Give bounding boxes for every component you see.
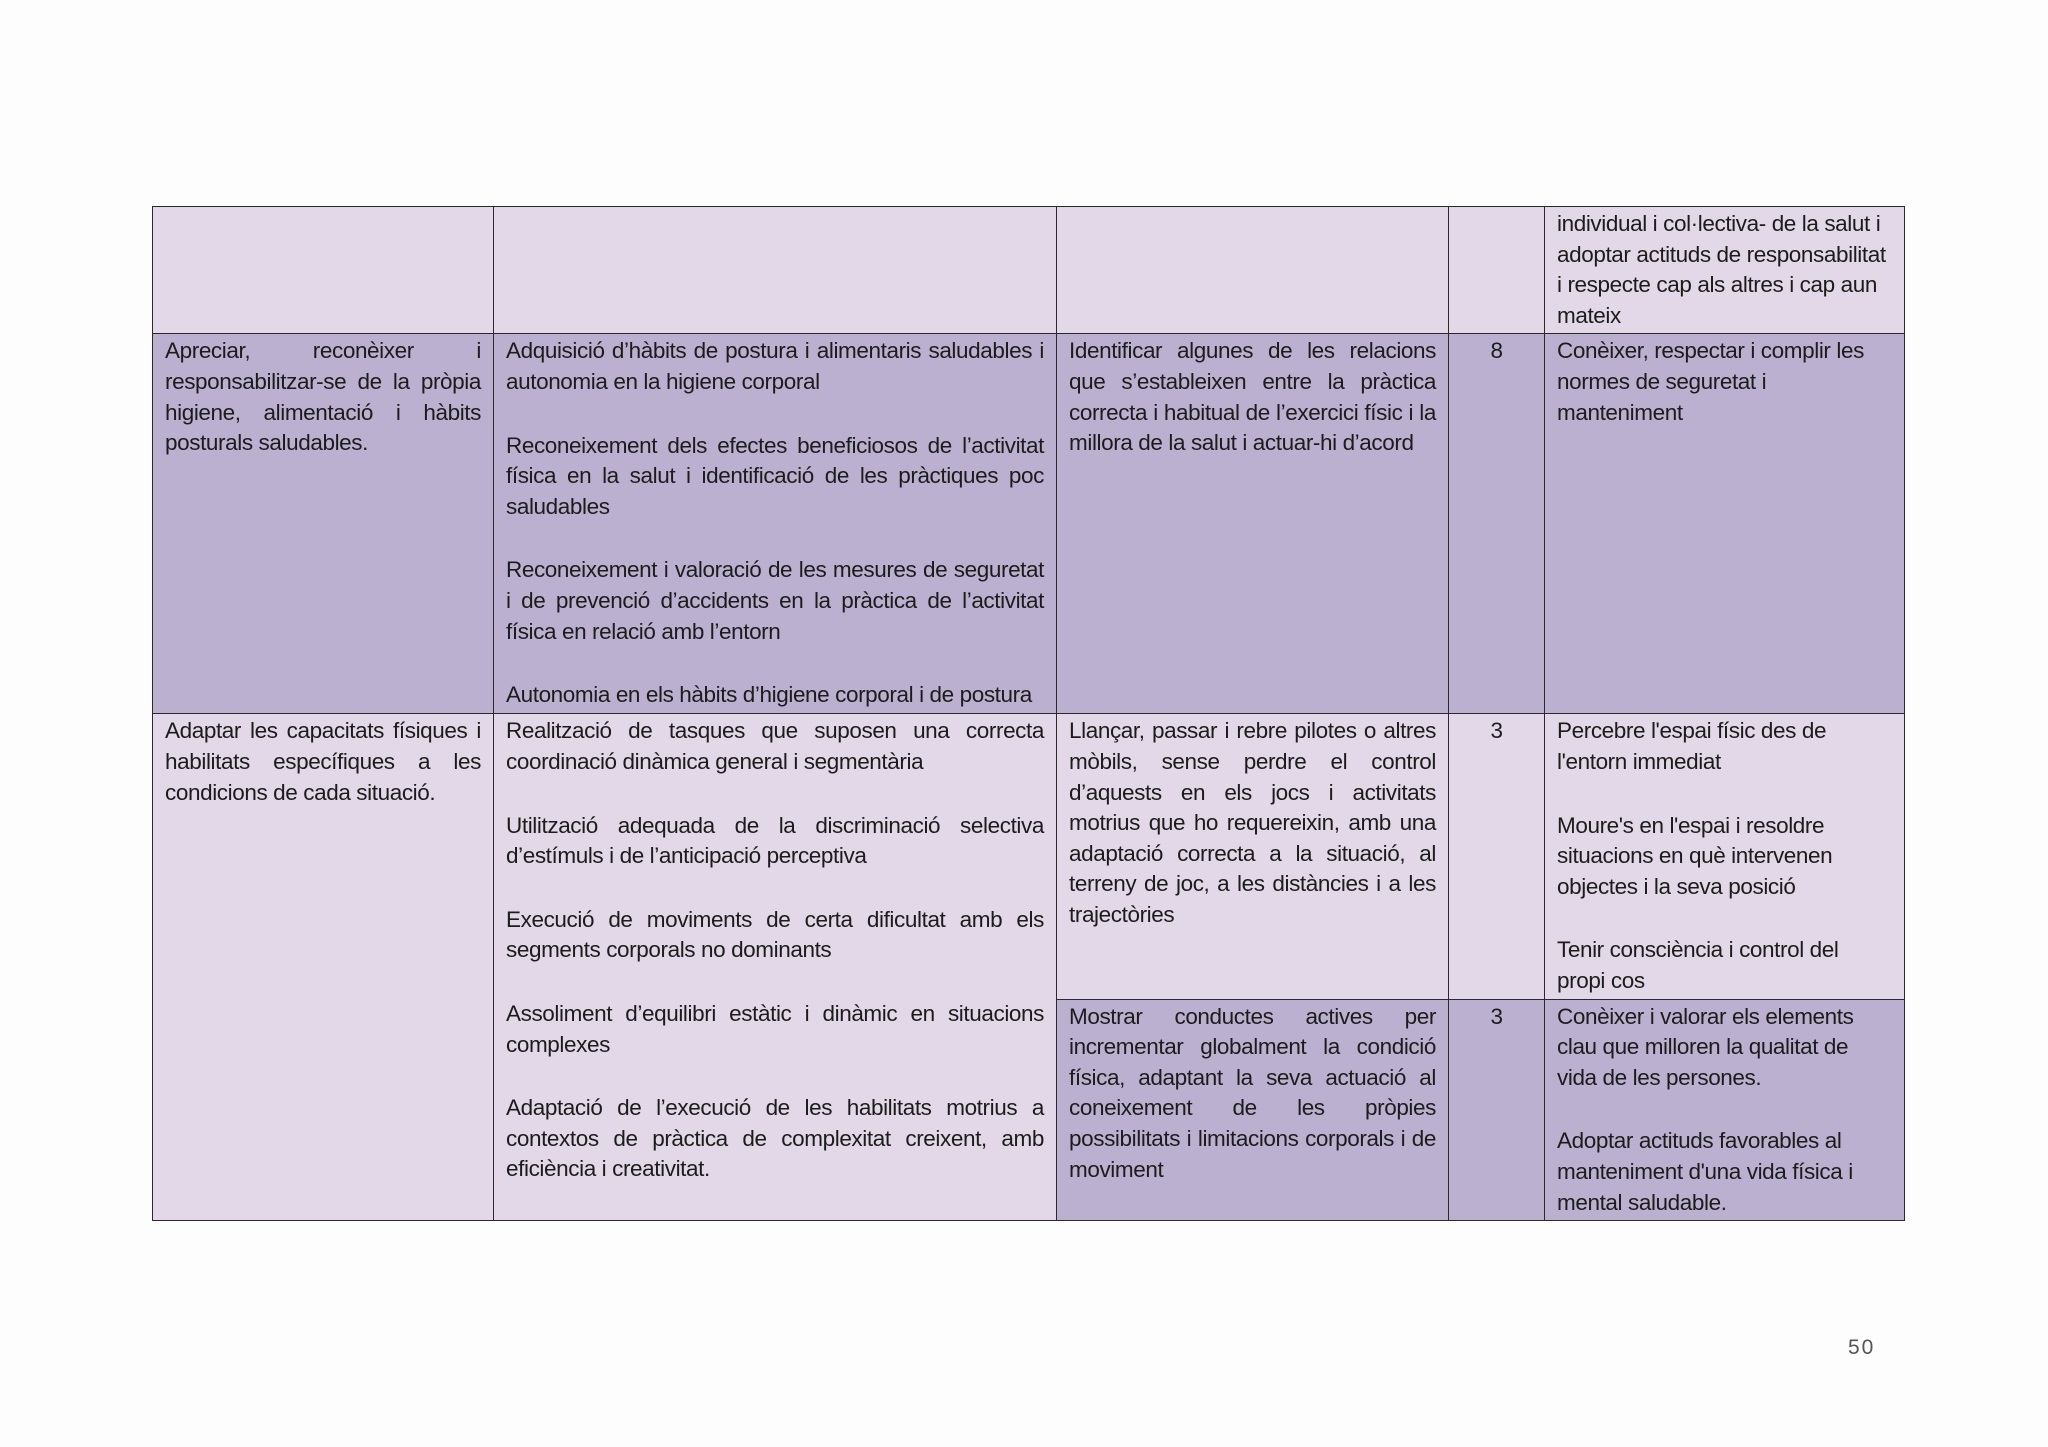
competence-cell [1545,999,1905,1221]
content-cell [494,207,1057,334]
competence-text: Moure's en l'espai i resoldre situacions en què intervenen objectes i la seva posició [1557,812,1833,899]
competence-cell [1545,334,1905,714]
content-text: Reconeixement dels efectes beneficiosos de l’activitat física en la salut i identificació de les pràctiques poc saludables [506,432,1044,519]
hours-cell [1449,207,1545,334]
competence-text: Adoptar actituds favorables al manteniment d'una vida física i mental saludable. [1557,1128,1853,1215]
hours-cell: 3 [1449,999,1545,1221]
objective-cell: Adaptar les capacitats físiques i habilitats específiques a les condicions de cada situació. [153,714,494,1221]
competence-cell [1545,714,1905,999]
content-text: Reconeixement i valoració de les mesures de seguretat i de prevenció d’accidents en la pràctica de l’activitat física en relació amb l’entorn [506,557,1044,644]
hours-cell: 8 [1449,334,1545,714]
competence-cell [1545,207,1905,334]
content-cell [494,714,1057,1221]
hours-cell: 3 [1449,714,1545,999]
content-text: Adaptació de l’execució de les habilitats motrius a contextos de pràctica de complexitat creixent, amb eficiència i creativitat. [506,1095,1044,1182]
content-text: Utilització adequada de la discriminació selectiva d’estímuls i de l’anticipació perceptiva [506,812,1044,869]
criteria-cell [1057,207,1449,334]
content-text: Autonomia en els hàbits d’higiene corporal i de postura [506,682,1032,708]
competence-text: Percebre l'espai físic des de l'entorn immediat [1557,718,1827,774]
criteria-cell: Identificar algunes de les relacions que s’estableixen entre la pràctica correcta i habitual de l’exercici físic i la millora de la salut i actuar-hi d’acord [1057,334,1449,714]
table-row [153,334,1905,714]
content-text: Assoliment d’equilibri estàtic i dinàmic en situacions complexes [506,1000,1044,1057]
competence-text: individual i col·lectiva- de la salut i adoptar actituds de responsabilitat i respecte cap als altres i cap aun mateix [1557,211,1886,328]
content-cell [494,334,1057,714]
content-text: Adquisició d’hàbits de postura i alimentaris saludables i autonomia en la higiene corporal [506,338,1044,394]
objective-cell: Apreciar, reconèixer i responsabilitzar-se de la pròpia higiene, alimentació i hàbits posturals saludables. [153,334,494,714]
curriculum-table [152,206,1905,1221]
objective-cell [153,207,494,334]
page-number: 50 [1848,1336,1876,1359]
competence-text: Conèixer, respectar i complir les normes de seguretat i manteniment [1557,338,1864,425]
criteria-cell: Mostrar conductes actives per incrementar globalment la condició física, adaptant la seva actuació al coneixement de les pròpies possibilitats i limitacions corporals i de moviment [1057,999,1449,1221]
content-text: Realització de tasques que suposen una correcta coordinació dinàmica general i segmentària [506,718,1044,774]
table-row [153,714,1905,999]
content-text: Execució de moviments de certa dificultat amb els segments corporals no dominants [506,906,1044,963]
competence-text: Tenir consciència i control del propi cos [1557,937,1839,993]
competence-text: Conèixer i valorar els elements clau que milloren la qualitat de vida de les persones. [1557,1003,1854,1090]
table-row [153,207,1905,334]
criteria-cell: Llançar, passar i rebre pilotes o altres mòbils, sense perdre el control d’aquests en els jocs i activitats motrius que ho requereixin, amb una adaptació correcta a la situació, al terreny de joc, a les distàncies i a les trajectòries [1057,714,1449,999]
